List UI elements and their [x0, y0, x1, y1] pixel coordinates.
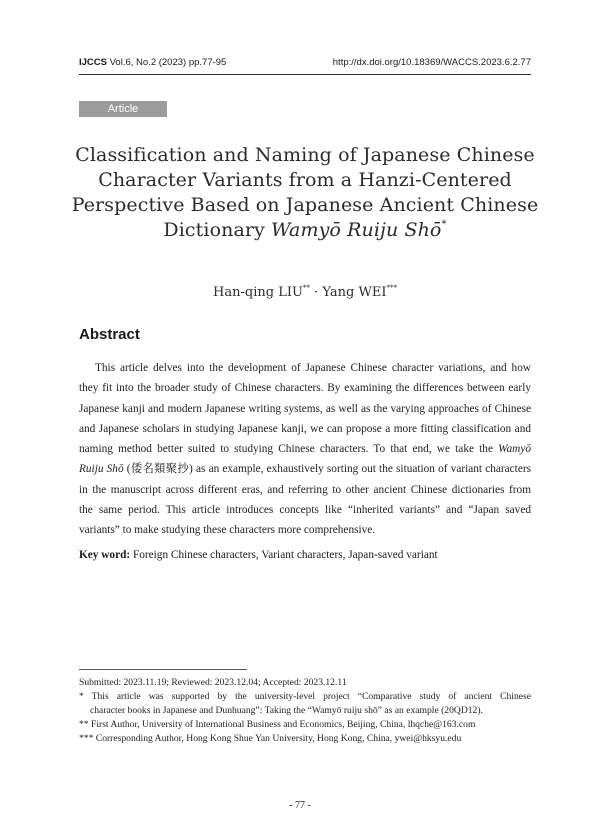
keywords-label: Key word:: [79, 549, 131, 561]
footnote-funding-1: * This article was supported by the university-level project “Comparative study of ancient Chinese: [79, 691, 531, 702]
article-type-badge: Article: [79, 101, 167, 117]
author-list: [79, 285, 531, 300]
abstract-line-6: [79, 459, 531, 479]
author-1-mark[interactable]: **: [302, 284, 310, 292]
abstract-line-3: Japanese kanji and modern Japanese writing systems, as well as the varying approaches of Chinese: [79, 402, 531, 415]
volume-issue-pages: Vol.6, No.2 (2023) pp.77-95: [106, 57, 227, 68]
title-line-4-text: Dictionary: [163, 219, 272, 241]
author-2-mark[interactable]: ***: [386, 284, 397, 292]
abstract-line-5: [79, 439, 531, 459]
running-header: [79, 57, 531, 71]
title-line-3: Perspective Based on Japanese Ancient Chinese: [71, 194, 539, 216]
doi-link[interactable]: http://dx.doi.org/10.18369/WACCS.2023.6.2.77: [332, 57, 531, 68]
title-footnote-mark[interactable]: *: [441, 219, 447, 230]
title-italic-name: Wamyō Ruiju Shō: [271, 219, 442, 241]
title-line-4: [70, 218, 540, 243]
abstract-italic-wamyo: Wamyō: [498, 443, 531, 456]
footnote-funding-2: character books in Japanese and Dunhuang”: Taking the “Wamyō ruiju shō” as an example (20QD12).: [90, 705, 483, 716]
footnote-first-author: ** First Author, University of International Business and Economics, Beijing, China, lhqche@163.com: [79, 719, 476, 730]
abstract-heading: Abstract: [79, 326, 140, 343]
abstract-body: [79, 358, 531, 541]
header-divider: [79, 74, 531, 75]
abstract-line-1: This article delves into the development of Japanese Chinese character variations, and how: [95, 362, 531, 374]
footnote-corresponding-author: *** Corresponding Author, Hong Kong Shue Yan University, Hong Kong, China, ywei@hksyu.edu: [79, 733, 462, 744]
abstract-line-2: they fit into the broader study of Chinese characters. By examining the differences between early: [79, 382, 531, 395]
author-separator: ·: [309, 285, 323, 300]
title-line-2: Character Variants from a Hanzi-Centered: [98, 169, 512, 191]
abstract-line-7: in the manuscript across different eras, and referring to other ancient Chinese dictionaries from: [79, 483, 531, 496]
abstract-line-4: and Japanese scholars in studying Japanese kanji, we can propose a more fitting classification and: [79, 422, 531, 435]
footnote-dates: Submitted: 2023.11.19; Reviewed: 2023.12.04; Accepted: 2023.12.11: [79, 677, 347, 688]
journal-citation: [79, 57, 226, 68]
abstract-line-6-text: (倭名類聚抄) as an example, exhaustively sorting out the situation of variant characters: [123, 463, 531, 476]
author-2-name: Yang WEI: [322, 285, 387, 300]
footnotes: [79, 676, 531, 746]
keywords-text: Foreign Chinese characters, Variant characters, Japan-saved variant: [130, 549, 438, 561]
footnote-divider: [79, 669, 247, 670]
abstract-italic-ruiju: Ruiju Shō: [79, 463, 124, 476]
journal-abbreviation: IJCCS: [79, 57, 107, 68]
abstract-line-9: variants” to make studying these characters more comprehensive.: [79, 524, 376, 537]
title-line-1: Classification and Naming of Japanese Chinese: [75, 144, 535, 166]
abstract-line-5-text: naming method better suited to studying Chinese characters. To that end, we take the: [79, 443, 493, 456]
abstract-line-8: the same period. This article introduces concepts like “inherited variants” and “Japan saved: [79, 504, 531, 517]
paper-title: [70, 143, 540, 243]
page-number: - 77 -: [289, 800, 311, 811]
author-1-name: Han-qing LIU: [213, 285, 303, 300]
keywords: [79, 549, 531, 561]
